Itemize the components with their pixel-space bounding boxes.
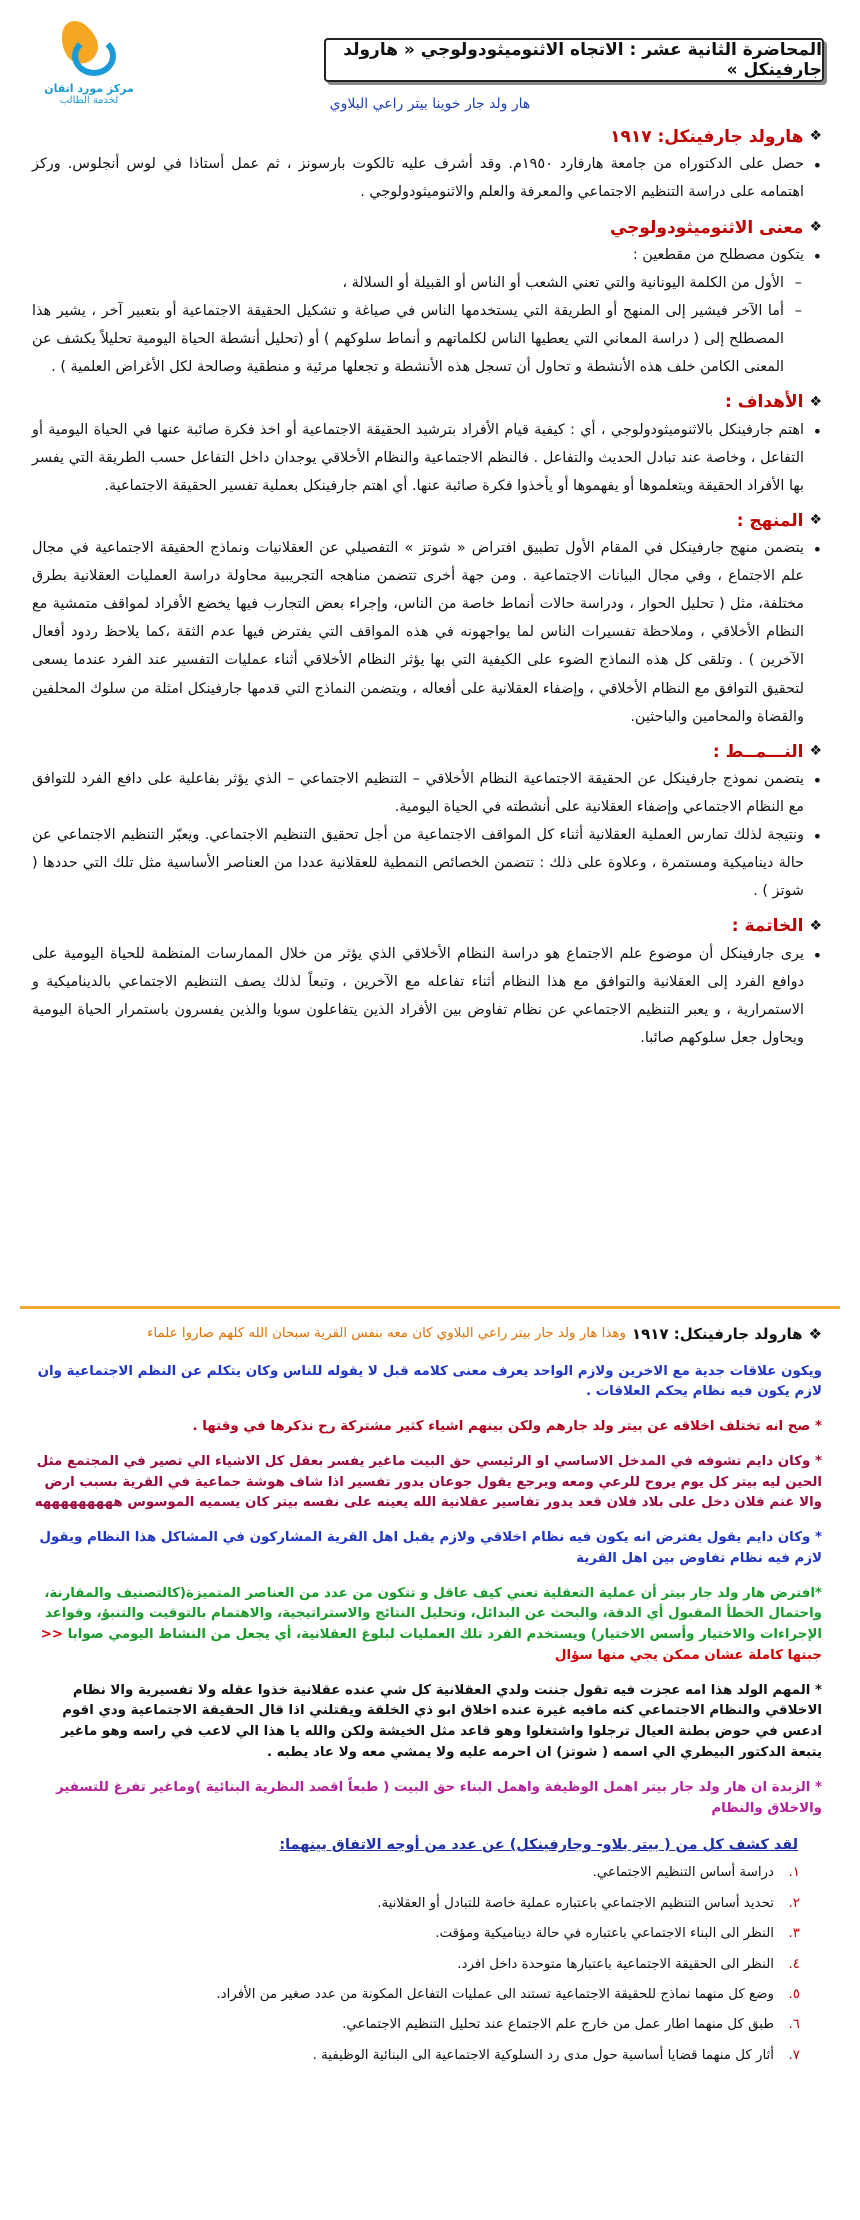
model-text-1: • يتضمن نموذج جارفينكل عن الحقيقة الاجتماعية النظام الأخلاقي – التنظيم الاجتماعي – الذي يؤثر بفاعلية على دافع الفرد للتوافق مع النظام الاجتماعي وإضفاء العقلانية على أنشطته في الحياة اليومية. bbox=[32, 765, 822, 821]
note-5 bbox=[32, 1584, 822, 1667]
section-garfinkel-head: ❖ هارولد جارفينكل: ١٩١٧ bbox=[610, 127, 822, 147]
comparison-item-number: ١. bbox=[788, 1865, 800, 1881]
comparison-item-number: ٥. bbox=[788, 1987, 800, 2003]
comparison-item-text: دراسة أساس التنظيم الاجتماعي. bbox=[592, 1865, 774, 1881]
lecture-title bbox=[324, 38, 824, 82]
page-subtitle: هار ولد جار خوينا بيتر راعي البلاوي bbox=[329, 96, 531, 112]
comparison-item bbox=[32, 1894, 800, 1913]
notes-head-title: هارولد جارفينكل: ١٩١٧ bbox=[631, 1325, 803, 1343]
diamond-bullet-icon: ❖ bbox=[809, 218, 822, 235]
comparison-item-number: ٧. bbox=[788, 2047, 800, 2063]
model-text-2: • ونتيجة لذلك تمارس العملية العقلانية أثناء كل المواقف الاجتماعية من أجل تحقيق التنظيم الاجتماعي. ويعبّر التنظيم الاجتماعي عن حالة ديناميكية ومستمرة ، وعلاوة على ذلك : تتضمن الخصائص النمطية للعقلانية عددا من العناصر الأساسية مثل تلك التي حددها ( شوتز ) . bbox=[32, 821, 822, 905]
section-method-head: ❖ المنهج : bbox=[736, 510, 822, 531]
meaning-first-part: – الأول من الكلمة اليونانية والتي تعني الشعب أو الناس أو القبيلة أو السلالة ، bbox=[32, 269, 822, 297]
logo-icon bbox=[54, 18, 124, 80]
meaning-intro: • يتكون مصطلح من مقطعين : bbox=[32, 241, 822, 269]
section-conclusion-head: ❖ الخاتمة : bbox=[731, 916, 822, 937]
comparison-list bbox=[32, 1863, 800, 2065]
comparison-item bbox=[32, 1985, 800, 2004]
comparison-item bbox=[32, 1863, 800, 1882]
comparison-item-number: ٢. bbox=[788, 1895, 800, 1911]
comparison-item bbox=[32, 1924, 800, 1943]
diamond-bullet-icon: ❖ bbox=[808, 1325, 822, 1343]
section-divider bbox=[20, 1306, 840, 1309]
comparison-item-text: أثار كل منهما قضايا أساسية حول مدى رد السلوكية الاجتماعية الى البنائية الوظيفية . bbox=[312, 2047, 774, 2063]
comparison-item-number: ٣. bbox=[788, 1926, 800, 1942]
section-goals-head: ❖ الأهداف : bbox=[725, 392, 822, 413]
logo-subtitle: لخدمة الطالب bbox=[59, 95, 119, 107]
diamond-bullet-icon: ❖ bbox=[809, 393, 822, 410]
comparison-item-text: تحديد أساس التنظيم الاجتماعي باعتباره عملية خاصة للتبادل أو العقلانية. bbox=[377, 1895, 774, 1911]
notes-head-extra: وهذا هار ولد جار بيتر راعي البلاوي كان معه بنفس القرية سبحان الله كلهم صاروا علماء bbox=[147, 1326, 626, 1342]
comparison-item-number: ٦. bbox=[788, 2017, 800, 2033]
notes-head bbox=[32, 1322, 822, 1348]
diamond-bullet-icon: ❖ bbox=[809, 512, 822, 529]
diamond-bullet-icon: ❖ bbox=[809, 917, 822, 934]
section-meaning-head: ❖ معنى الاثنوميثودولوجي bbox=[609, 217, 822, 238]
note-7: * الزبدة ان هار ولد جار بيتر اهمل الوظيفة واهمل البناء حق البيت ( طبعاً اقصد النظرية البنائية )وماغير تفرغ للتسفير والاخلاق والنظام bbox=[55, 1779, 822, 1816]
goals-text: • اهتم جارفينكل بالاثنوميثودولوجي ، أي : كيفية قيام الأفراد بترشيد الحقيقة الاجتماعية أو اخذ فكرة صائبة عنها في الحياة اليومية أو التفاعل ، وخاصة عند تبادل الحديث والتفاعل . فالنظم الاجتماعية والنظام الأخلاقي يوجدان داخل التفاعل حسب الطريقة التي يفسر بها الأفراد الحقيقة ويتعلموها أو يفهموها أو يأخذوا فكرة صائبة عنها. أي اهتم جارفينكل بعملية تفسير الحقيقة الاجتماعية. bbox=[32, 416, 822, 500]
comparison-item-text: طبق كل منهما اطار عمل من خارج علم الاجتماع عند تحليل التنظيم الاجتماعي. bbox=[342, 2017, 774, 2033]
comparison-item-text: وضع كل منهما نماذج للحقيقة الاجتماعية تستند الى عمليات التفاعل المكونة من عدد صغير من الأفراد. bbox=[216, 1987, 774, 2003]
garfinkel-bio: • حصل على الدكتوراه من جامعة هارفارد ١٩٥٠م. وقد أشرف عليه تالكوت بارسونز ، ثم عمل أستاذا في لوس أنجلوس. وركز اهتمامه على دراسة التنظيم الاجتماعي والمعرفة والعلم والاثنوميثودولوجي . bbox=[32, 150, 822, 206]
lecture-title-text: المحاضرة الثانية عشر : الاتجاه الاثنوميثودولوجي « هارولد جارفينكل » bbox=[343, 40, 822, 80]
diamond-bullet-icon: ❖ bbox=[809, 743, 822, 760]
note-1: ويكون علاقات جدية مع الاخرين ولازم الواحد يعرف معنى كلامه قبل لا يقوله للناس وكان يتكلم عن النظم الاجتماعية وان لازم يكون فيه نظام يحكم العلاقات . bbox=[37, 1363, 822, 1400]
comparison-item bbox=[32, 1955, 800, 1974]
note-4: * وكان دايم يقول يفترض انه يكون فيه نظام اخلاقي ولازم يقبل اهل القرية المشاركون في المشاكل هذا النظام ويقول لازم فيه نظام تفاوض بين اهل القرية bbox=[39, 1530, 822, 1566]
conclusion-text: • يرى جارفينكل أن موضوع علم الاجتماع هو دراسة النظام الأخلاقي الذي يؤثر من خلال الممارسات المنظمة للحياة اليومية على دوافع الفرد إلى العقلانية والتوافق مع هذا النظام أثناء تفاعله مع الآخرين ، وتبعاً لذلك يصف التنظيم الاجتماعي بالديناميكية و الاستمرارية ، و يعبر التنظيم الاجتماعي عن نظام تفاوض بين الأفراد الذين يتفاعلون سويا والذين يفسرون باستمرار الحياة اليومية ويحاول جعل سلوكهم صائبا. bbox=[32, 940, 822, 1052]
comparison-item bbox=[32, 2046, 800, 2065]
note-5-remark: << جبتها كاملة عشان ممكن يجي منها سؤال bbox=[40, 1627, 822, 1663]
comparison-item-number: ٤. bbox=[788, 1956, 800, 1972]
comparison-item-text: النظر الى البناء الاجتماعي باعتباره في حالة ديناميكية ومؤقت. bbox=[435, 1926, 774, 1942]
note-2: * صح انه تختلف اخلاقه عن بيتر ولد جارهم ولكن بينهم اشياء كثير مشتركة رح نذكرها في وقتها . bbox=[192, 1419, 822, 1435]
note-5-text: *افترض هار ولد جار بيتر أن عملية التعقلية تعني كيف عاقل و تتكون من عدد من العناصر المتميزة(كالتصنيف والمقارنة، واحتمال الخطأ المقبول أي الدقة، والبحث عن البدائل، وتحليل النتائج والاستراتيجية، والاهتمام بالتوقيت والتنبؤ، وقواعد الإجراءات والاختيار وأسس الاختيار) ويستخدم الفرد تلك العمليات لبلوغ العقلانية، أي يجعل من النشاط اليومي صوابا bbox=[44, 1585, 822, 1643]
diamond-bullet-icon: ❖ bbox=[809, 128, 822, 145]
student-notes bbox=[32, 1322, 822, 2076]
method-text: • يتضمن منهج جارفينكل في المقام الأول تطبيق افتراض « شوتز » التفصيلي عن العقلانيات ونماذج الحقيقة الاجتماعية في مجال علم الاجتماع ، وفي مجال البيانات الاجتماعية . ومن جهة أخرى تتضمن مناهجه التجريبية محاولة دراسة العمليات العقلانية بطرق مختلفة، مثل ( تحليل الحوار ، ودراسة حالات أنماط خاصة من الناس، وإجراء بعض التجارب فيها يخضع الأفراد لمواقف متمشية مع النظام الأخلاقي ، وملاحظة تفسيرات الناس لما يواجهونه في هذه المواقف التي يفترض فيها عدم الثقة ،كما يلاحظ ردود أفعال الآخرين ) . وتلقى كل هذه النماذج الضوء على الكيفية التي بها يؤثر النظام الأخلاقي أثناء عمليات التفسير عند الفرد عندما يسعى لتحقيق التوافق مع النظام الأخلاقي ، وإضفاء العقلانية على أفعاله ، ويتضمن النماذج التي قدمها جارفينكل امثلة من سلوك المحلفين والقضاة والمحامين والباحثين. bbox=[32, 534, 822, 731]
comparison-item-text: النظر الى الحقيقة الاجتماعية باعتبارها متوحدة داخل افرد. bbox=[457, 1956, 774, 1972]
meaning-second-part: – أما الآخر فيشير إلى المنهج أو الطريقة التي يستخدمها الناس في صياغة و تشكيل الحقيقة الاجتماعية أو بتعبير آخر ، يشير هذا المصطلح إلى ( دراسة المعاني التي يعطيها الناس لكلماتهم و أنماط سلوكهم ) أو (تحليل أنشطة الحياة اليومية تحليلاً يكشف عن المعنى الكامن خلف هذه الأنشطة و تحاول أن تسجل هذه الأنشطة و تجعلها مرئية و منطقية وصالحة لكل الأغراض العلمية ) . bbox=[32, 297, 822, 381]
comparison-title: لقد كشف كل من ( بيتر بلاو- وجارفينكل) عن عدد من أوجه الاتفاق بينهما: bbox=[279, 1837, 798, 1854]
note-6: * المهم الولد هذا امه عجزت فيه تقول جننت ولدي العقلانية كل شي عنده عقلانية خذوا عقله ولا تفسيرية والا نظام الاخلاقي والنظام الاجتماعي كنه مافيه غيرة عنده اخلاق ابو ذي الخلقة ويقتلني اذا قال الحقيقة الاجتماعية ودي اقوم ادعس في حوض بطنة العيال ترجلوا واشتغلوا وهو قاعد مثل الخيشة ولكن والله يا هذا الي لاعب في راسه وهو ماغير يتبعة الدكتور البيطري الي اسمه ( شوتز) ان احرمه عليه ولا يمشي معه ولا عاد يطبه . bbox=[61, 1682, 822, 1760]
section-model-head: ❖ النـــمــط : bbox=[712, 741, 822, 762]
comparison-item bbox=[32, 2015, 800, 2034]
center-logo bbox=[34, 18, 144, 107]
logo-name: مركز مورد اتقان bbox=[44, 82, 134, 95]
lecture-content bbox=[32, 116, 822, 1052]
note-3: * وكان دايم تشوفه في المدخل الاساسي او الرئيسي حق البيت ماغير يفسر بعقل كل الاشياء الي تصير في المجتمع مثل الحين ليه بيتر كل يوم يروح للرعي ومعه ويرجع يقول جوعان يدور تفسير اذا شاف هوشة جماعية في القرية بسبب ارض والا غنم فلان دخل على بلاد فلان قعد يدور تفاسير عقلانية الله يعينه على نفسه بيتر كان يسميه الموسوس هههههههههه bbox=[34, 1453, 822, 1511]
